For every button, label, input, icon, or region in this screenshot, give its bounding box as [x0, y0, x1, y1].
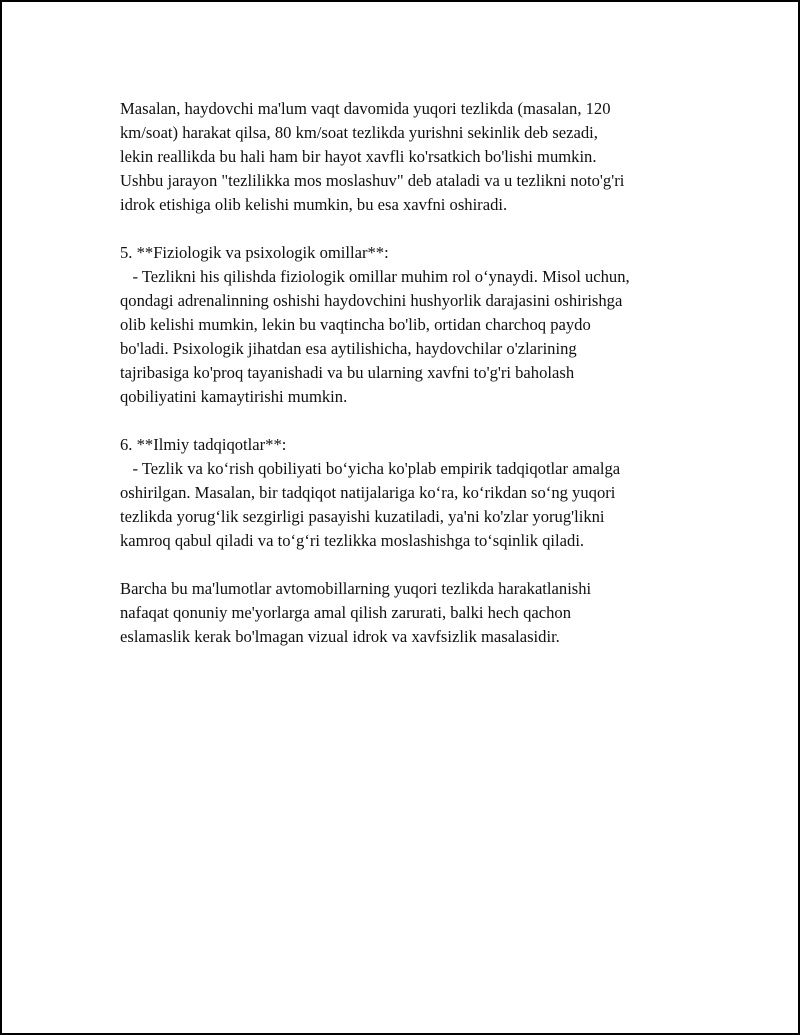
- text-line: - Tezlik va koʻrish qobiliyati boʻyicha ko'plab empirik tadqiqotlar amalga: [120, 459, 621, 478]
- text-line: km/soat) harakat qilsa, 80 km/soat tezlikda yurishni sekinlik deb sezadi,: [120, 123, 598, 142]
- text-line: qondagi adrenalinning oshishi haydovchini hushyorlik darajasini oshirishga: [120, 291, 623, 310]
- paragraph-speed-adaptation: [120, 97, 720, 217]
- text-line: olib kelishi mumkin, lekin bu vaqtincha bo'lib, ortidan charchoq paydo: [120, 315, 591, 334]
- text-line: idrok etishiga olib kelishi mumkin, bu esa xavfni oshiradi.: [120, 195, 508, 214]
- text-line: lekin reallikda bu hali ham bir hayot xavfli ko'rsatkich bo'lishi mumkin.: [120, 147, 597, 166]
- text-line: Barcha bu ma'lumotlar avtomobillarning yuqori tezlikda harakatlanishi: [120, 579, 592, 598]
- section-scientific-research: [120, 433, 720, 553]
- text-line: tajribasiga ko'proq tayanishadi va bu ularning xavfni to'g'ri baholash: [120, 363, 575, 382]
- paragraph-conclusion: [120, 577, 720, 649]
- text-line: Ushbu jarayon "tezlilikka mos moslashuv" deb ataladi va u tezlikni noto'g'ri: [120, 171, 625, 190]
- text-line: nafaqat qonuniy me'yorlarga amal qilish zarurati, balki hech qachon: [120, 603, 572, 622]
- document-body: [120, 97, 720, 673]
- section-heading: 6. **Ilmiy tadqiqotlar**:: [120, 435, 287, 454]
- section-heading: 5. **Fiziologik va psixologik omillar**:: [120, 243, 389, 262]
- section-physiological-factors: [120, 241, 720, 409]
- text-line: qobiliyatini kamaytirishi mumkin.: [120, 387, 348, 406]
- text-line: oshirilgan. Masalan, bir tadqiqot natijalariga koʻra, koʻrikdan soʻng yuqori: [120, 483, 616, 502]
- text-line: eslamaslik kerak bo'lmagan vizual idrok va xavfsizlik masalasidir.: [120, 627, 560, 646]
- text-line: kamroq qabul qiladi va toʻgʻri tezlikka moslashishga toʻsqinlik qiladi.: [120, 531, 585, 550]
- text-line: - Tezlikni his qilishda fiziologik omillar muhim rol oʻynaydi. Misol uchun,: [120, 267, 630, 286]
- text-line: bo'ladi. Psixologik jihatdan esa aytilishicha, haydovchilar o'zlarining: [120, 339, 577, 358]
- text-line: tezlikda yorugʻlik sezgirligi pasayishi kuzatiladi, ya'ni ko'zlar yorug'likni: [120, 507, 605, 526]
- text-line: Masalan, haydovchi ma'lum vaqt davomida yuqori tezlikda (masalan, 120: [120, 99, 611, 118]
